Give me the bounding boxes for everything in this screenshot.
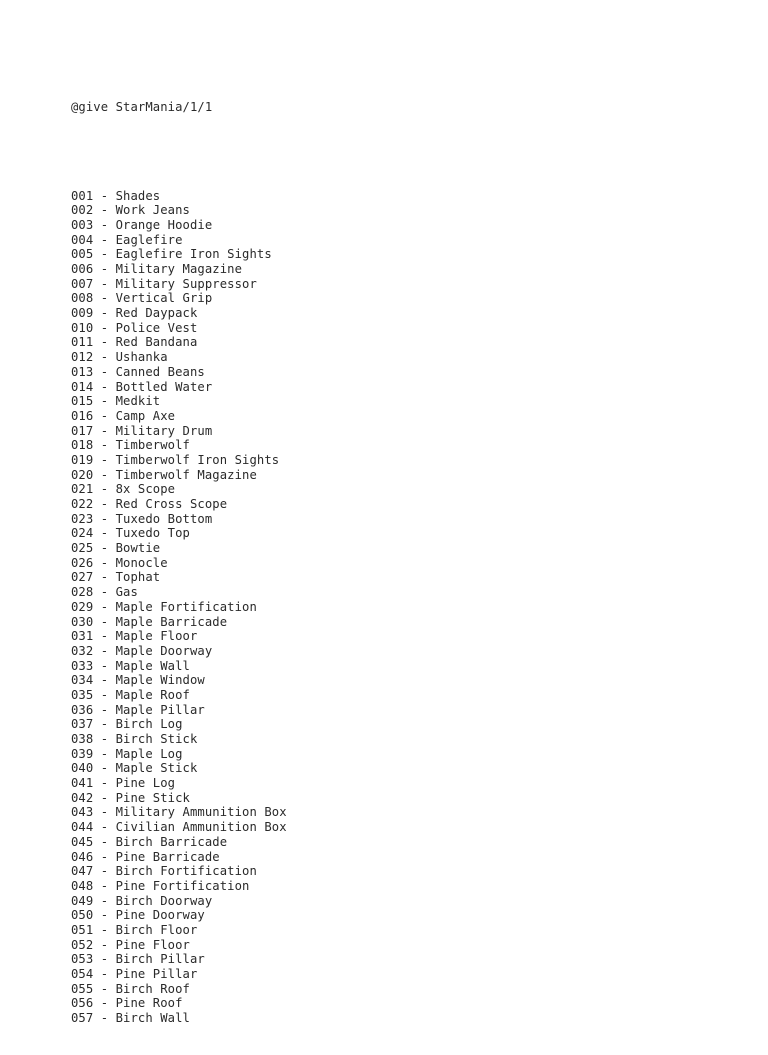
list-item: 035 - Maple Roof	[71, 687, 190, 702]
list-item: 038 - Birch Stick	[71, 732, 198, 747]
list-item: 057 - Birch Wall	[71, 1011, 190, 1026]
list-item: 002 - Work Jeans	[71, 203, 190, 218]
list-item: 003 - Orange Hoodie	[71, 217, 213, 232]
list-item: 049 - Birch Doorway	[71, 893, 213, 908]
list-item: 043 - Military Ammunition Box	[71, 805, 287, 820]
list-item: 052 - Pine Floor	[71, 937, 190, 952]
list-item: 008 - Vertical Grip	[71, 291, 213, 306]
list-item: 017 - Military Drum	[71, 423, 213, 438]
list-item: 027 - Tophat	[71, 570, 161, 585]
list-item: 044 - Civilian Ammunition Box	[71, 820, 287, 835]
list-item: 030 - Maple Barricade	[71, 614, 228, 629]
list-item: 041 - Pine Log	[71, 776, 176, 791]
list-item: 007 - Military Suppressor	[71, 276, 257, 291]
list-item: 025 - Bowtie	[71, 541, 161, 556]
list-item: 026 - Monocle	[71, 555, 168, 570]
list-item: 031 - Maple Floor	[71, 629, 198, 644]
list-item: 029 - Maple Fortification	[71, 599, 257, 614]
list-item: 018 - Timberwolf	[71, 438, 190, 453]
list-item: 022 - Red Cross Scope	[71, 497, 228, 512]
list-item: 048 - Pine Fortification	[71, 878, 250, 893]
list-item: 039 - Maple Log	[71, 746, 183, 761]
list-item: 010 - Police Vest	[71, 320, 198, 335]
list-item: 021 - 8x Scope	[71, 482, 176, 497]
list-item: 009 - Red Daypack	[71, 306, 198, 321]
list-item: 051 - Birch Floor	[71, 922, 198, 937]
list-item: 012 - Ushanka	[71, 350, 168, 365]
list-item: 019 - Timberwolf Iron Sights	[71, 452, 280, 467]
list-item: 024 - Tuxedo Top	[71, 526, 190, 541]
list-item: 053 - Birch Pillar	[71, 952, 205, 967]
document-text	[71, 71, 287, 1055]
list-item: 015 - Medkit	[71, 394, 161, 409]
give-command-line: @give StarMania/1/1	[71, 100, 213, 115]
list-item: 016 - Camp Axe	[71, 408, 176, 423]
list-item: 055 - Birch Roof	[71, 981, 190, 996]
list-item: 045 - Birch Barricade	[71, 834, 228, 849]
list-item: 046 - Pine Barricade	[71, 849, 220, 864]
list-item: 047 - Birch Fortification	[71, 864, 257, 879]
list-item: 040 - Maple Stick	[71, 761, 198, 776]
list-item: 037 - Birch Log	[71, 717, 183, 732]
list-item: 001 - Shades	[71, 188, 161, 203]
list-item: 036 - Maple Pillar	[71, 702, 205, 717]
list-item: 028 - Gas	[71, 585, 138, 600]
list-item: 034 - Maple Window	[71, 673, 205, 688]
list-item: 020 - Timberwolf Magazine	[71, 467, 257, 482]
list-item: 056 - Pine Roof	[71, 996, 183, 1011]
list-item: 014 - Bottled Water	[71, 379, 213, 394]
list-item: 054 - Pine Pillar	[71, 967, 198, 982]
item-list	[71, 189, 287, 1026]
blank-line	[71, 145, 287, 160]
list-item: 032 - Maple Doorway	[71, 643, 213, 658]
list-item: 006 - Military Magazine	[71, 262, 243, 277]
list-item: 042 - Pine Stick	[71, 790, 190, 805]
list-item: 005 - Eaglefire Iron Sights	[71, 247, 272, 262]
list-item: 050 - Pine Doorway	[71, 908, 205, 923]
list-item: 004 - Eaglefire	[71, 232, 183, 247]
list-item: 013 - Canned Beans	[71, 364, 205, 379]
list-item: 011 - Red Bandana	[71, 335, 198, 350]
list-item: 033 - Maple Wall	[71, 658, 190, 673]
list-item: 023 - Tuxedo Bottom	[71, 511, 213, 526]
